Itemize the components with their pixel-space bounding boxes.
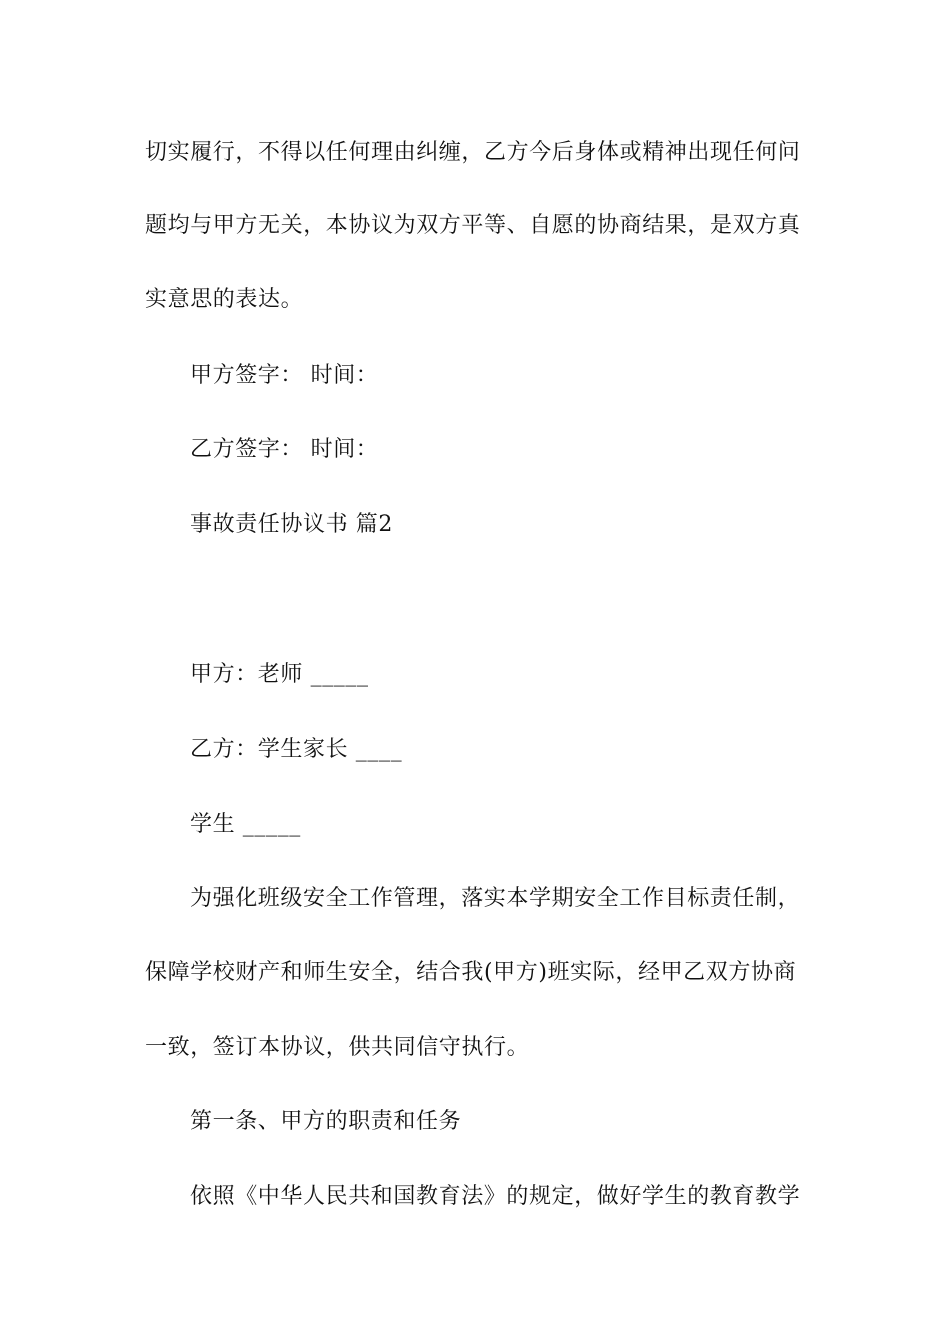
article-1-text: 依照《中华人民共和国教育法》的规定，做好学生的教育教学	[190, 1184, 801, 1209]
article-1-title: 第一条、甲方的职责和任务	[190, 1109, 462, 1134]
paragraph-2-line-2: 保障学校财产和师生安全，结合我(甲方)班实际，经甲乙双方协商	[145, 960, 797, 985]
paragraph-2-line-3: 一致，签订本协议，供共同信守执行。	[145, 1035, 530, 1060]
paragraph-1-line-3: 实意思的表达。	[145, 287, 304, 312]
student-line: 学生 _____	[190, 812, 301, 837]
party-b-line: 乙方：学生家长 ____	[190, 737, 403, 762]
paragraph-1-line-2: 题均与甲方无关，本协议为双方平等、自愿的协商结果，是双方真	[145, 213, 801, 238]
party-a-line: 甲方：老师 _____	[190, 662, 369, 687]
paragraph-2-line-1: 为强化班级安全工作管理，落实本学期安全工作目标责任制，	[190, 886, 801, 911]
signature-party-b: 乙方签字： 时间：	[190, 437, 379, 462]
section-title: 事故责任协议书 篇2	[190, 512, 393, 537]
paragraph-1-line-1: 切实履行，不得以任何理由纠缠，乙方今后身体或精神出现任何问	[145, 140, 801, 165]
signature-party-a: 甲方签字： 时间：	[190, 363, 379, 388]
